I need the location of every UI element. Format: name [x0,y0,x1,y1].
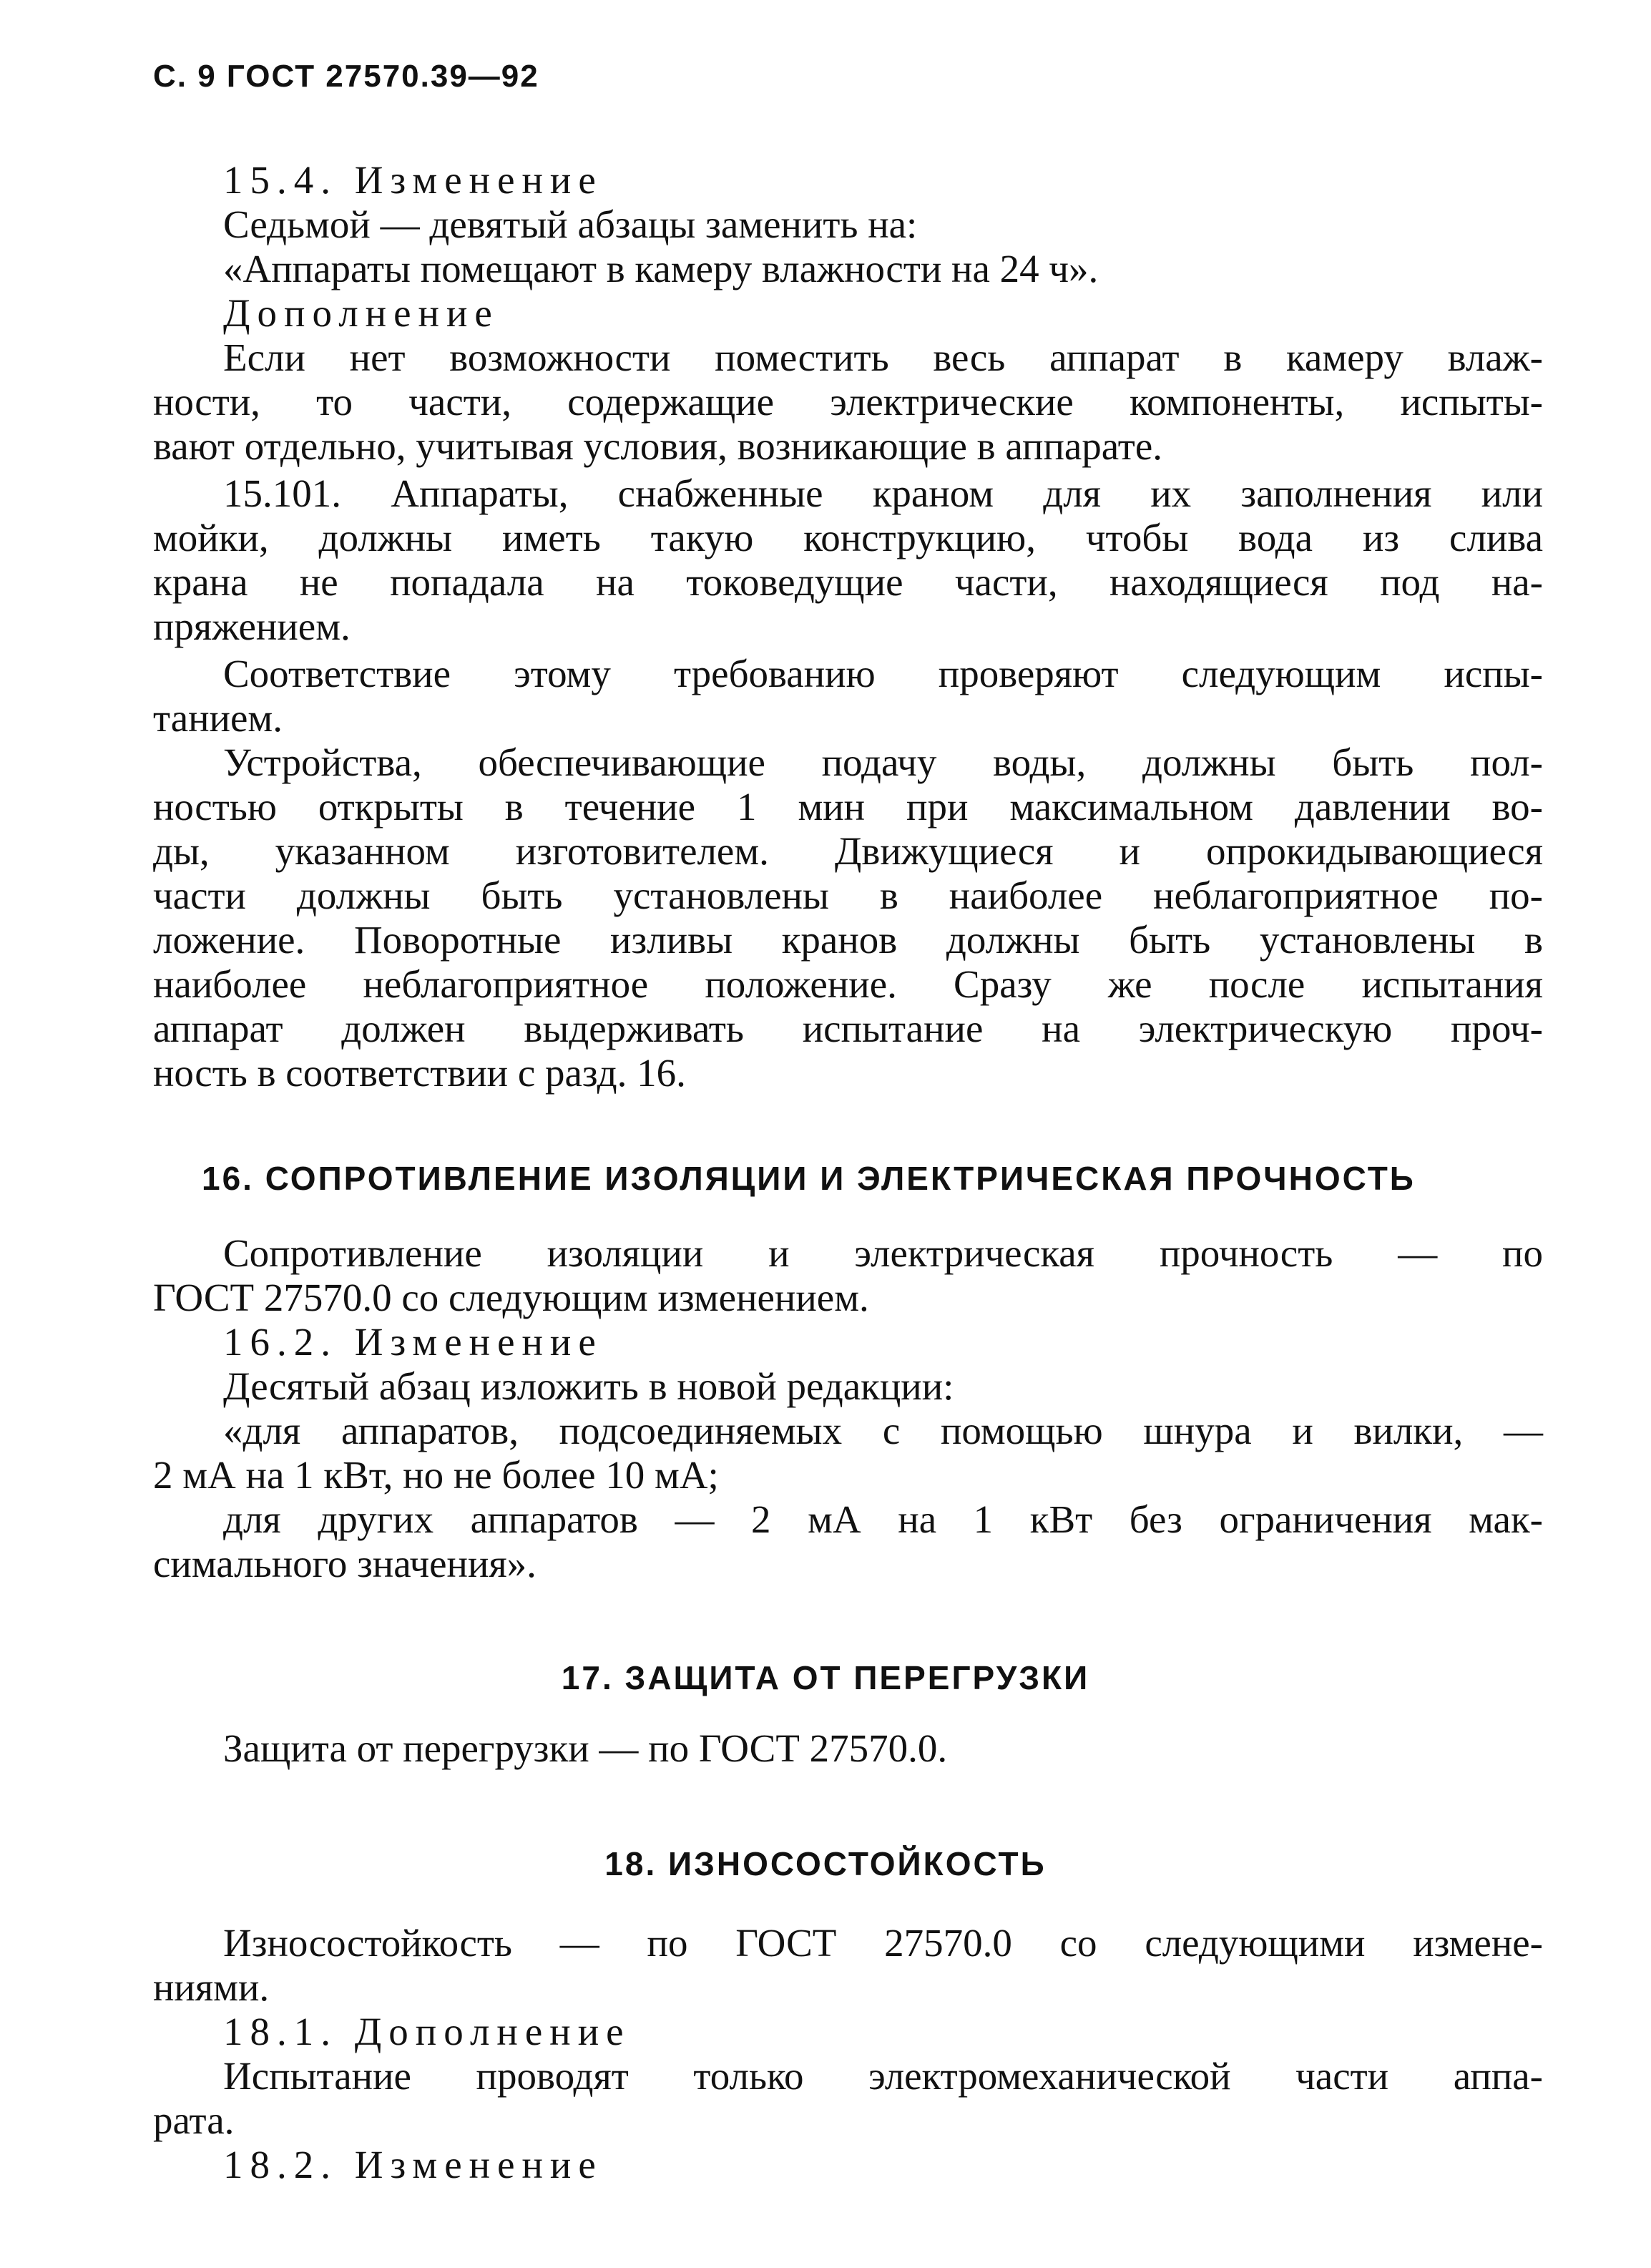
text-line: Соответствие этому требованию проверяют следующим испы- [223,652,1543,695]
text-line: ности, то части, содержащие электрические компоненты, испыты- [153,380,1543,424]
text-line: вают отдельно, учитывая условия, возникающие в аппарате. [153,424,1162,468]
text-line: ность в соответствии с разд. 16. [153,1051,686,1095]
text-line: Устройства, обеспечивающие подачу воды, должны быть пол- [223,740,1543,784]
text-line: танием. [153,696,283,740]
text-line: рата. [153,2098,235,2142]
section-17-heading: 17. ЗАЩИТА ОТ ПЕРЕГРУЗКИ [561,1659,1090,1696]
text-line: ды, указанном изготовителем. Движущиеся и опрокидывающиеся [153,829,1543,873]
text-line: ГОСТ 27570.0 со следующим изменением. [153,1276,869,1319]
text-line: симального значения». [153,1542,537,1585]
text-line: мойки, должны иметь такую конструкцию, чтобы вода из слива [153,516,1543,559]
text-line: Испытание проводят только электромеханической части аппа- [223,2054,1543,2098]
text-line: Износостойкость — по ГОСТ 27570.0 со следующими измене- [223,1921,1543,1965]
addition-title: Дополнение [223,291,499,335]
text-line: наиболее неблагоприятное положение. Сразу же после испытания [153,962,1543,1006]
section-18-heading: 18. ИЗНОСОСТОЙКОСТЬ [604,1845,1047,1882]
text-line: части должны быть установлены в наиболее неблагоприятное по- [153,874,1543,917]
text-line: 2 мА на 1 кВт, но не более 10 мА; [153,1453,719,1497]
text-line: для других аппаратов — 2 мА на 1 кВт без ограничения мак- [223,1497,1543,1541]
text-line: Сопротивление изоляции и электрическая прочность — по [223,1231,1543,1275]
text-line: ностью открыты в течение 1 мин при максимальном давлении во- [153,785,1543,828]
text-line: Десятый абзац изложить в новой редакции: [223,1364,954,1408]
running-head: С. 9 ГОСТ 27570.39—92 [153,59,539,94]
clause-15-4-title: 15.4. Изменение [223,158,603,202]
section-16-heading: 16. СОПРОТИВЛЕНИЕ ИЗОЛЯЦИИ И ЭЛЕКТРИЧЕСКАЯ ПРОЧНОСТЬ [202,1160,1416,1197]
clause-18-1-title: 18.1. Дополнение [223,2010,631,2053]
text-line: крана не попадала на токоведущие части, находящиеся под на- [153,560,1543,604]
text-line: Если нет возможности поместить весь аппарат в камеру влаж- [223,336,1543,379]
text-line: ниями. [153,1965,270,2009]
text-line: пряжением. [153,605,351,648]
clause-18-2-title: 18.2. Изменение [223,2143,603,2186]
text-line: аппарат должен выдерживать испытание на электрическую проч- [153,1007,1543,1050]
text-line: Защита от перегрузки — по ГОСТ 27570.0. [223,1726,948,1770]
text-line: ложение. Поворотные изливы кранов должны быть установлены в [153,918,1543,962]
clause-16-2-title: 16.2. Изменение [223,1320,603,1364]
text-line: «Аппараты помещают в камеру влажности на 24 ч». [223,247,1099,290]
text-line: «для аппаратов, подсоединяемых с помощью шнура и вилки, — [223,1409,1543,1452]
text-line: Седьмой — девятый абзацы заменить на: [223,202,918,246]
clause-15-101: 15.101. Аппараты, снабженные краном для их заполнения или [223,471,1543,515]
